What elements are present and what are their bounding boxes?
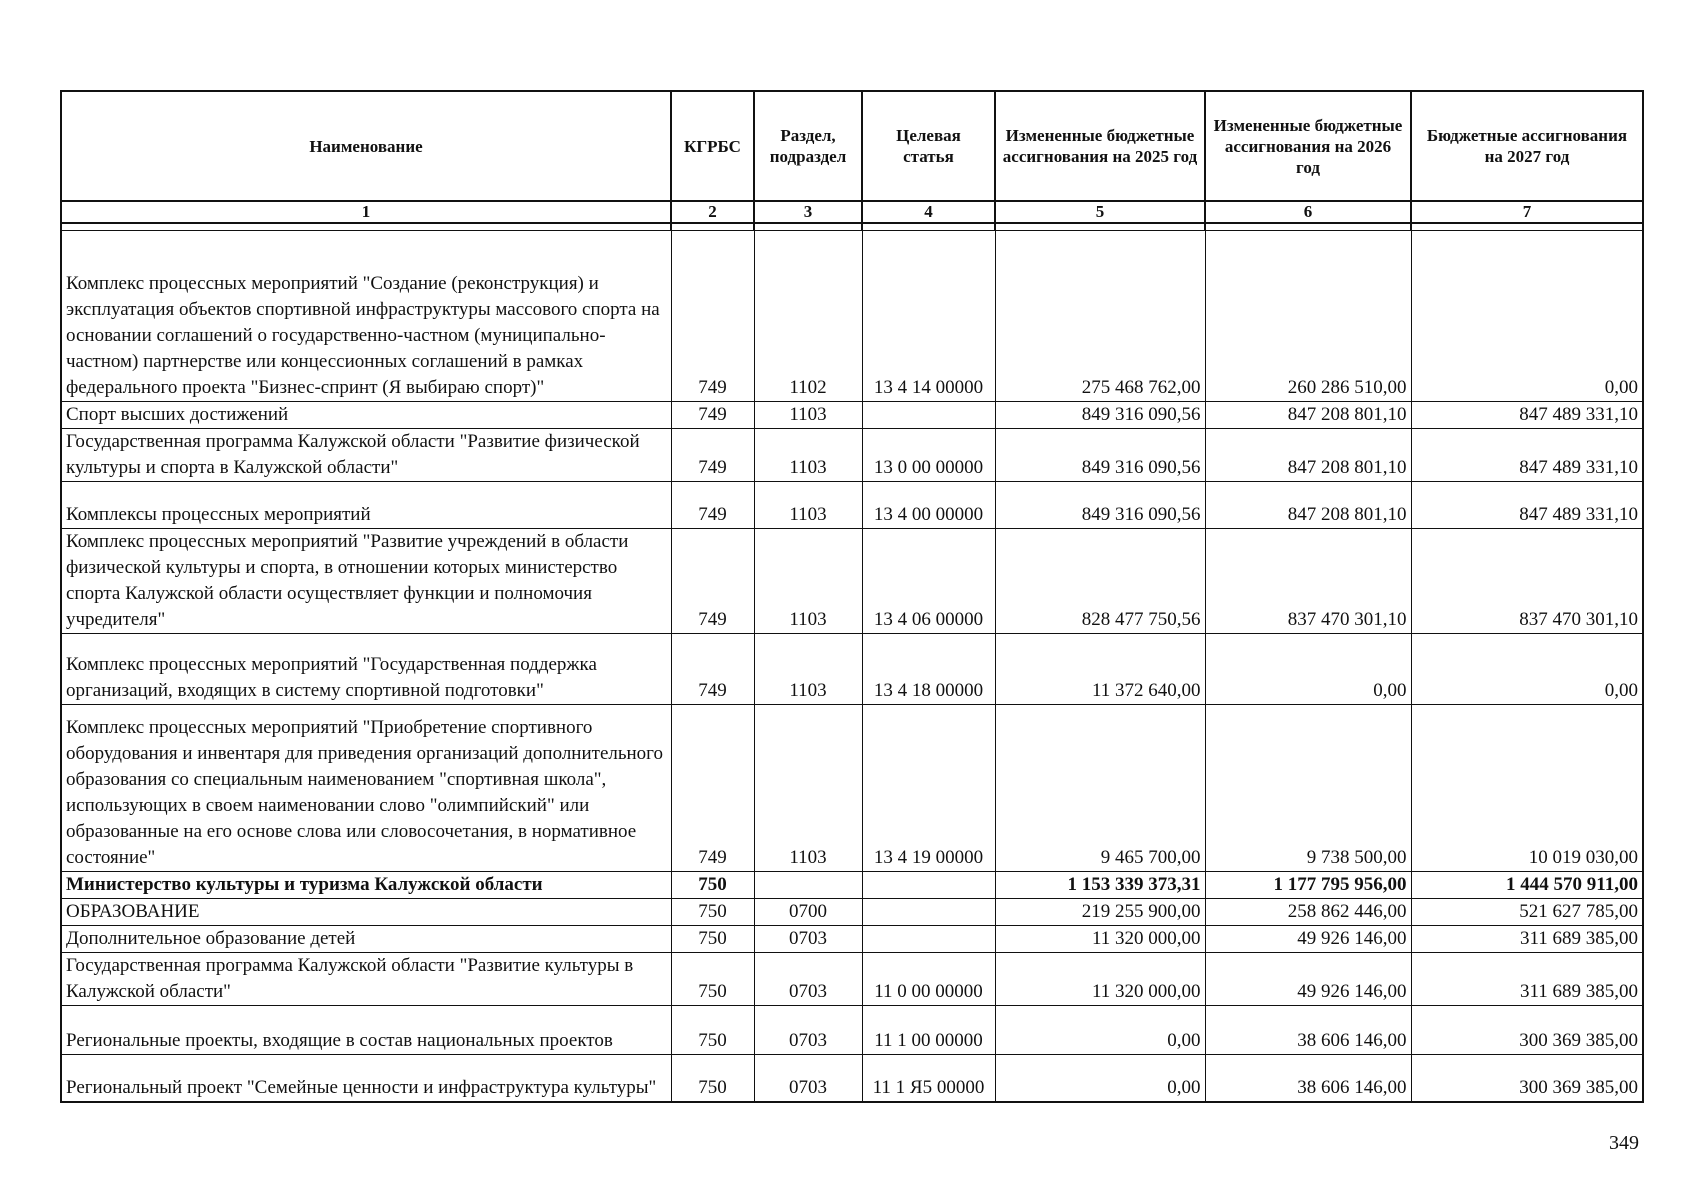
row-value-2027: 0,00 xyxy=(1411,634,1643,705)
row-article: 13 4 06 00000 xyxy=(862,529,995,634)
col-number-2: 2 xyxy=(671,201,754,223)
row-article xyxy=(862,402,995,429)
row-kgrbs: 750 xyxy=(671,1006,754,1055)
row-value-2026: 837 470 301,10 xyxy=(1205,529,1411,634)
row-value-2026: 49 926 146,00 xyxy=(1205,926,1411,953)
row-value-2027: 0,00 xyxy=(1411,231,1643,402)
table-row xyxy=(61,482,1643,529)
row-kgrbs: 750 xyxy=(671,1055,754,1103)
row-kgrbs: 749 xyxy=(671,634,754,705)
budget-table xyxy=(60,90,1644,1103)
row-article xyxy=(862,872,995,899)
row-value-2027: 300 369 385,00 xyxy=(1411,1006,1643,1055)
row-value-2027: 311 689 385,00 xyxy=(1411,953,1643,1006)
row-article: 13 4 19 00000 xyxy=(862,705,995,872)
row-kgrbs: 750 xyxy=(671,872,754,899)
row-article: 13 0 00 00000 xyxy=(862,429,995,482)
row-section: 0703 xyxy=(754,1006,862,1055)
table-row xyxy=(61,872,1643,899)
col-number-1: 1 xyxy=(61,201,671,223)
column-number-row xyxy=(61,201,1643,223)
row-section: 1102 xyxy=(754,231,862,402)
row-value-2025: 849 316 090,56 xyxy=(995,402,1205,429)
col-number-4: 4 xyxy=(862,201,995,223)
row-value-2027: 847 489 331,10 xyxy=(1411,429,1643,482)
row-value-2026: 260 286 510,00 xyxy=(1205,231,1411,402)
row-section: 1103 xyxy=(754,402,862,429)
row-section: 1103 xyxy=(754,482,862,529)
row-value-2027: 847 489 331,10 xyxy=(1411,402,1643,429)
row-section: 0703 xyxy=(754,1055,862,1103)
row-value-2025: 0,00 xyxy=(995,1055,1205,1103)
row-article: 11 1 00 00000 xyxy=(862,1006,995,1055)
table-row xyxy=(61,899,1643,926)
row-value-2027: 847 489 331,10 xyxy=(1411,482,1643,529)
row-value-2026: 38 606 146,00 xyxy=(1205,1006,1411,1055)
row-value-2025: 1 153 339 373,31 xyxy=(995,872,1205,899)
row-kgrbs: 749 xyxy=(671,429,754,482)
row-name: Министерство культуры и туризма Калужской области xyxy=(61,872,671,899)
row-name: Комплекс процессных мероприятий "Государственная поддержка организаций, входящих в систему спортивной подготовки" xyxy=(61,634,671,705)
page-number: 349 xyxy=(1609,1132,1639,1154)
row-name: Комплекс процессных мероприятий "Создание (реконструкция) и эксплуатация объектов спортивной инфраструктуры массового спорта на основании соглашений о государственно-частном (муниципально-частном) партнерстве или концессионных соглашений в рамках федерального проекта "Бизнес-спринт (Я выбираю спорт)" xyxy=(61,231,671,402)
row-article xyxy=(862,926,995,953)
col-number-5: 5 xyxy=(995,201,1205,223)
col-number-3: 3 xyxy=(754,201,862,223)
table-row xyxy=(61,529,1643,634)
row-value-2025: 828 477 750,56 xyxy=(995,529,1205,634)
table-row xyxy=(61,634,1643,705)
table-row xyxy=(61,705,1643,872)
row-value-2025: 11 320 000,00 xyxy=(995,953,1205,1006)
row-article: 13 4 18 00000 xyxy=(862,634,995,705)
row-value-2026: 258 862 446,00 xyxy=(1205,899,1411,926)
row-kgrbs: 749 xyxy=(671,231,754,402)
row-section: 0703 xyxy=(754,926,862,953)
row-value-2027: 1 444 570 911,00 xyxy=(1411,872,1643,899)
header-section: Раздел, подраздел xyxy=(754,91,862,201)
header-name: Наименование xyxy=(61,91,671,201)
row-kgrbs: 749 xyxy=(671,529,754,634)
row-section: 1103 xyxy=(754,705,862,872)
row-section: 0700 xyxy=(754,899,862,926)
table-row xyxy=(61,926,1643,953)
table-row xyxy=(61,231,1643,402)
header-2026: Измененные бюджетные ассигнования на 2026 год xyxy=(1205,91,1411,201)
row-value-2026: 0,00 xyxy=(1205,634,1411,705)
row-value-2025: 0,00 xyxy=(995,1006,1205,1055)
table-row xyxy=(61,402,1643,429)
row-value-2025: 219 255 900,00 xyxy=(995,899,1205,926)
row-value-2026: 38 606 146,00 xyxy=(1205,1055,1411,1103)
row-name: Спорт высших достижений xyxy=(61,402,671,429)
row-article: 11 0 00 00000 xyxy=(862,953,995,1006)
row-value-2027: 311 689 385,00 xyxy=(1411,926,1643,953)
budget-table-container xyxy=(60,90,1642,1103)
row-name: Комплекс процессных мероприятий "Развитие учреждений в области физической культуры и спорта, в отношении которых министерство спорта Калужской области осуществляет функции и полномочия учредителя" xyxy=(61,529,671,634)
row-section: 0703 xyxy=(754,953,862,1006)
row-article: 13 4 00 00000 xyxy=(862,482,995,529)
row-kgrbs: 749 xyxy=(671,482,754,529)
row-value-2025: 11 320 000,00 xyxy=(995,926,1205,953)
row-name: Региональный проект "Семейные ценности и инфраструктура культуры" xyxy=(61,1055,671,1103)
row-name: Комплекс процессных мероприятий "Приобретение спортивного оборудования и инвентаря для приведения организаций дополнительного образования со специальным наименованием "спортивная школа", использующих в своем наименовании слово "олимпийский" или образованные на его основе слова или словосочетания, в нормативное состояние" xyxy=(61,705,671,872)
table-row xyxy=(61,953,1643,1006)
row-value-2027: 10 019 030,00 xyxy=(1411,705,1643,872)
row-name: ОБРАЗОВАНИЕ xyxy=(61,899,671,926)
row-value-2025: 9 465 700,00 xyxy=(995,705,1205,872)
row-name: Региональные проекты, входящие в состав национальных проектов xyxy=(61,1006,671,1055)
row-value-2025: 11 372 640,00 xyxy=(995,634,1205,705)
row-section xyxy=(754,872,862,899)
row-value-2026: 49 926 146,00 xyxy=(1205,953,1411,1006)
row-value-2027: 837 470 301,10 xyxy=(1411,529,1643,634)
row-section: 1103 xyxy=(754,429,862,482)
row-name: Дополнительное образование детей xyxy=(61,926,671,953)
row-kgrbs: 750 xyxy=(671,926,754,953)
header-kgrbs: КГРБС xyxy=(671,91,754,201)
row-name: Государственная программа Калужской области "Развитие физической культуры и спорта в Калужской области" xyxy=(61,429,671,482)
row-section: 1103 xyxy=(754,634,862,705)
spacer-row xyxy=(61,223,1643,231)
header-2025: Измененные бюджетные ассигнования на 2025 год xyxy=(995,91,1205,201)
row-name: Комплексы процессных мероприятий xyxy=(61,482,671,529)
row-kgrbs: 750 xyxy=(671,953,754,1006)
row-kgrbs: 749 xyxy=(671,402,754,429)
row-article: 13 4 14 00000 xyxy=(862,231,995,402)
row-kgrbs: 749 xyxy=(671,705,754,872)
row-article xyxy=(862,899,995,926)
row-value-2025: 275 468 762,00 xyxy=(995,231,1205,402)
row-value-2025: 849 316 090,56 xyxy=(995,482,1205,529)
header-article: Целевая статья xyxy=(862,91,995,201)
row-value-2026: 847 208 801,10 xyxy=(1205,429,1411,482)
row-value-2026: 847 208 801,10 xyxy=(1205,482,1411,529)
table-row xyxy=(61,429,1643,482)
row-value-2026: 9 738 500,00 xyxy=(1205,705,1411,872)
table-row xyxy=(61,1006,1643,1055)
row-kgrbs: 750 xyxy=(671,899,754,926)
col-number-7: 7 xyxy=(1411,201,1643,223)
col-number-6: 6 xyxy=(1205,201,1411,223)
row-section: 1103 xyxy=(754,529,862,634)
row-value-2027: 300 369 385,00 xyxy=(1411,1055,1643,1103)
table-header-row xyxy=(61,91,1643,201)
table-row xyxy=(61,1055,1643,1103)
row-value-2026: 1 177 795 956,00 xyxy=(1205,872,1411,899)
row-value-2025: 849 316 090,56 xyxy=(995,429,1205,482)
row-value-2027: 521 627 785,00 xyxy=(1411,899,1643,926)
row-value-2026: 847 208 801,10 xyxy=(1205,402,1411,429)
header-2027: Бюджетные ассигнования на 2027 год xyxy=(1411,91,1643,201)
row-article: 11 1 Я5 00000 xyxy=(862,1055,995,1103)
row-name: Государственная программа Калужской области "Развитие культуры в Калужской области" xyxy=(61,953,671,1006)
